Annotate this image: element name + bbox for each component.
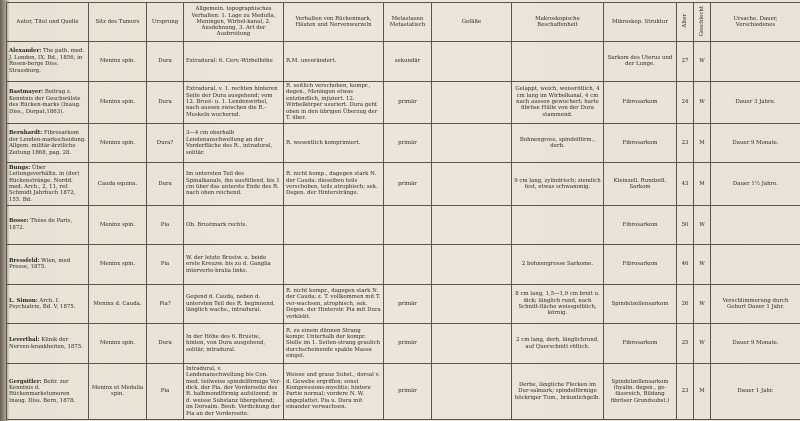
cell-macroscopic: Derbe, längliche Flecken im Dur-salmark; spindelförmige höckriger Tum., bräunlichgelb. — [512, 363, 604, 419]
header-sex-label: Geschlecht — [698, 5, 705, 37]
cell-author — [7, 324, 89, 364]
author-name: L. Simon: — [9, 297, 38, 304]
author-name: Leverthal: — [9, 337, 40, 344]
cell-cause — [711, 245, 800, 285]
cell-microscopic: Sarkom des Uterus und der Lunge. — [604, 42, 677, 82]
cell-tumor-site: Cauda equina. — [89, 163, 147, 205]
cell-metastasis — [384, 205, 432, 245]
table-row — [7, 42, 800, 82]
cell-microscopic: Fibrosarkom — [604, 245, 677, 285]
cell-age: 23 — [677, 123, 694, 163]
header-macroscopic: Makroskopische Beschaffenheit — [512, 3, 604, 42]
cell-tumor-site: Meninx d. Cauda. — [89, 284, 147, 324]
author-name: Alexander: — [9, 48, 42, 55]
cell-sex: W — [694, 245, 711, 285]
cell-age: 26 — [677, 284, 694, 324]
cell-tumor-site: Meninx et Medulla spin. — [89, 363, 147, 419]
author-name: Bernhardt: — [9, 130, 43, 137]
cell-age: 24 — [677, 81, 694, 123]
cell-general: Intradural, v. Lendenanschwellung bis Con. med. teilweise spindelförmige Ver-dick. der Pia, der Vorderseite des R. halbmondförmig aufsitzend; in d. weisse Substanz übergehend; im Dorsalm. Beob. Verdickung der Pia an der Vorderseite. — [184, 363, 284, 419]
cell-age: 25 — [677, 324, 694, 364]
cell-origin: Dura — [147, 163, 184, 205]
header-microscopic: Mikroskop. Struktur — [604, 3, 677, 42]
author-source: Klinik der Nerven-krankheiten, 1875. — [9, 337, 83, 350]
cell-metastasis — [384, 245, 432, 285]
cell-sex: W — [694, 324, 711, 364]
table-row — [7, 363, 800, 419]
cell-tumor-site: Meninx spin. — [89, 81, 147, 123]
table-row — [7, 284, 800, 324]
cell-vessels — [432, 284, 512, 324]
tumor-case-table — [6, 2, 800, 420]
cell-vessels — [432, 81, 512, 123]
cell-cause — [711, 42, 800, 82]
cell-tumor-site: Meninx spin. — [89, 42, 147, 82]
cell-macroscopic — [512, 42, 604, 82]
cell-author — [7, 163, 89, 205]
cell-sex: W — [694, 284, 711, 324]
cell-age: 46 — [677, 245, 694, 285]
cell-tumor-site: Meninx spin. — [89, 205, 147, 245]
header-age-label: Alter — [681, 14, 688, 28]
table-row — [7, 324, 800, 364]
cell-author — [7, 42, 89, 82]
author-name: Bosse: — [9, 218, 29, 225]
cell-vessels — [432, 363, 512, 419]
cell-vessels — [432, 42, 512, 82]
header-spine: Verhalten von Rückenmark, Häuten und Nervenwurzeln — [284, 3, 384, 42]
cell-tumor-site: Meninx spin. — [89, 123, 147, 163]
cell-metastasis: primär — [384, 163, 432, 205]
cell-age: 23 — [677, 363, 694, 419]
cell-macroscopic: Bohnengross, spindelförm., derb. — [512, 123, 604, 163]
cell-spine: R. wesentlich komprimiert. — [284, 123, 384, 163]
author-name: Bastmayer: — [9, 89, 44, 96]
cell-age: 43 — [677, 163, 694, 205]
header-origin: Ursprung — [147, 3, 184, 42]
cell-microscopic: Kleinzell. Rundzell. Sarkom — [604, 163, 677, 205]
cell-sex: M — [694, 163, 711, 205]
cell-macroscopic: Gelappt, weich, weissrötlich, 4 cm lang im Wirbelkanal, 4 cm nach aussen gewuchert; harte fibröse Hülle von der Dura stammend. — [512, 81, 604, 123]
cell-microscopic: Fibrosarkom — [604, 81, 677, 123]
table-row — [7, 205, 800, 245]
author-source: Über Leitungsverhältn. in (der) Rückenstränge. Nordd. med. Arch., 2, 11, ref. Schmidt Jahrbuch 1872, 155. Bd. — [9, 164, 80, 203]
cell-microscopic: Spindelzellensarkom — [604, 284, 677, 324]
cell-vessels — [432, 245, 512, 285]
cell-spine: Weisse und graue Subst., dorsal v. d. Gewebe ergriffen; sonst Kompressions-myelitis; hintere Partie normal; vordere N. W. abgeplattet. Pia u. Dura mit einander verwachsen. — [284, 363, 384, 419]
cell-general: W. der letzte Brustw. u. beide erste Kreuzw. bis zu d. Ganglia interverte-bralia links. — [184, 245, 284, 285]
cell-sex: M — [694, 363, 711, 419]
table-row — [7, 245, 800, 285]
header-metastasis: Metastasen Metastatisch — [384, 3, 432, 42]
cell-spine: R. zu einem dünnen Strang kompr. Unterhalb der kompr. Stelle im 1. Seiten-strang graulich durchscheinende spakte Masse eingel. — [284, 324, 384, 364]
cell-author — [7, 363, 89, 419]
cell-origin: Dura — [147, 324, 184, 364]
cell-vessels — [432, 205, 512, 245]
cell-microscopic: Fibrosarkom — [604, 205, 677, 245]
author-name: Bungs: — [9, 164, 31, 171]
cell-tumor-site: Meninx spin. — [89, 324, 147, 364]
cell-spine — [284, 245, 384, 285]
table-row — [7, 81, 800, 123]
cell-metastasis: primär — [384, 363, 432, 419]
header-cause: Ursache, Dauer, Verschiedenes — [711, 3, 800, 42]
cell-sex: W — [694, 205, 711, 245]
author-source: Arch. f. Psychiatrie, Bd. V, 1875. — [9, 297, 76, 311]
cell-macroscopic — [512, 205, 604, 245]
cell-origin: Dura? — [147, 123, 184, 163]
cell-origin: Pia — [147, 205, 184, 245]
header-general: Allgemein. topographisches Verhalten: 1. Lage zu Medulla, Meningen, Wirbel-kanal, 2. Ausdehnung, 3. Art der Ausbreitung — [184, 3, 284, 42]
cell-spine: R. seitlich verschoben, kompr., degen., Meningen etwas entzündlich, injiziert. 12. Wirbelkörper usuriert. Dura geht oben in den übrigen Überzug der T. über. — [284, 81, 384, 123]
cell-general: Extradural, v. 1. rechten hinteren Seite der Dura ausgehend; vom 12. Brust- u. 1. Lendenwirbel, nach aussen zwischen die R.-Muskeln wuchernd. — [184, 81, 284, 123]
cell-age: 27 — [677, 42, 694, 82]
cell-general: Im untersten Teil des Spinalkanals, ihn ausfüllend, bis 1 cm über das unterste Ende des R. nach oben reichend. — [184, 163, 284, 205]
header-age — [677, 3, 694, 42]
author-name: Bressfeld: — [9, 258, 40, 265]
cell-origin: Dura — [147, 42, 184, 82]
cell-general: Gegend d. Cauda, neben d. untersten Teil des R. beginnend, länglich wachs., intradural. — [184, 284, 284, 324]
header-row — [7, 3, 800, 42]
table-row — [7, 123, 800, 163]
cell-cause: Dauer 3 Jahre. — [711, 81, 800, 123]
cell-macroscopic: 9 cm lang, zylindrisch; ziemlich fest, etwas schwammig. — [512, 163, 604, 205]
author-source: Beitrag z. Kenntnis der Geschwülste des Rücken-marks (Inaug. Diss., Dorpat,1863). — [9, 89, 81, 115]
cell-cause: Dauer 1½ Jahre. — [711, 163, 800, 205]
cell-author — [7, 205, 89, 245]
cell-origin: Pia — [147, 245, 184, 285]
cell-metastasis: primär — [384, 81, 432, 123]
cell-spine — [284, 205, 384, 245]
cell-author — [7, 123, 89, 163]
cell-spine: R. nicht komp., dagegen stark N. der Cauda: dieselben teils verschoben, teils atrophisch; sek. Degen. der Hinterstränge. — [284, 163, 384, 205]
cell-metastasis: sekundär — [384, 42, 432, 82]
cell-macroscopic: 2 cm lang, derb, länglichrund, auf Querschnitt rötlich. — [512, 324, 604, 364]
header-tumor-site: Sitz des Tumors — [89, 3, 147, 42]
cell-cause: Verschlimmerung durch Geburt Dauer 1 Jahr. — [711, 284, 800, 324]
table-body — [7, 42, 800, 420]
cell-general: Ob. Brustmark rechts. — [184, 205, 284, 245]
cell-metastasis: primär — [384, 324, 432, 364]
cell-sex: W — [694, 42, 711, 82]
cell-origin: Pia? — [147, 284, 184, 324]
cell-macroscopic: 8 cm lang, 1,5—1,9 cm breit u. dick; länglich rund, nach Schnitt-fläche weissgelblich, körnig. — [512, 284, 604, 324]
cell-vessels — [432, 163, 512, 205]
header-sex — [694, 3, 711, 42]
author-source: Beitr. zur Kenntnis d. Rückenmarkstumoren Inaug. Diss. Bern, 1878. — [9, 378, 76, 404]
cell-metastasis: primär — [384, 284, 432, 324]
cell-vessels — [432, 123, 512, 163]
author-source: Thèse de Paris, 1872. — [9, 218, 73, 231]
author-source: Fibrosarkom der Lenden-markscheidung. Allgem. militär-ärztliche Zeitung 1868, pag. 28. — [9, 130, 87, 156]
cell-microscopic: Fibrosarkom — [604, 123, 677, 163]
cell-author — [7, 245, 89, 285]
header-author: Autor, Titel und Quelle — [7, 3, 89, 42]
cell-age: 50 — [677, 205, 694, 245]
author-source: Wien, med Presse, 1875. — [9, 258, 71, 271]
cell-sex: W — [694, 81, 711, 123]
cell-general: In der Höhe des 6. Brustw., hinten, von Dura ausgehend, solitär, intradural. — [184, 324, 284, 364]
cell-cause: Dauer 9 Monate. — [711, 324, 800, 364]
author-name: Gergsitler: — [9, 378, 42, 385]
cell-spine: R.M. unverändert. — [284, 42, 384, 82]
author-source: The path. med. J. London, IX. Bd., 1856, in Rosen-berge Diss. Strassburg. — [9, 48, 85, 74]
cell-microscopic: Fibrosarkom — [604, 324, 677, 364]
cell-origin: Pia — [147, 363, 184, 419]
cell-cause: Dauer 9 Monate. — [711, 123, 800, 163]
cell-vessels — [432, 324, 512, 364]
table-row — [7, 163, 800, 205]
cell-metastasis: primär — [384, 123, 432, 163]
cell-tumor-site: Meninx spin. — [89, 245, 147, 285]
cell-spine: R. nicht kompr., dagegen stark N. der Cauda; z. T. vollkommen mit T. ver-wachsen, atrophisch, sek. Degen. der Hinterstr. Pia mit Dura verklebt. — [284, 284, 384, 324]
cell-macroscopic: 2 bohnengrosse Sarkome. — [512, 245, 604, 285]
cell-general: 3—4 cm oberhalb Lendenanschwellung an der Vorderfläche des R., intradural, solitär. — [184, 123, 284, 163]
cell-origin: Dura — [147, 81, 184, 123]
cell-microscopic: Spindelzellensarkom (hyalin. degen., ge-fässreich, Bildung fibröser Grundsubst.) — [604, 363, 677, 419]
cell-cause — [711, 205, 800, 245]
cell-sex: M — [694, 123, 711, 163]
cell-cause: Dauer 1 Jahr. — [711, 363, 800, 419]
cell-general: Extradural: 6. Cerv.-Wirbelhöhe — [184, 42, 284, 82]
header-vessels: Gefäße — [432, 3, 512, 42]
cell-author — [7, 81, 89, 123]
cell-author — [7, 284, 89, 324]
